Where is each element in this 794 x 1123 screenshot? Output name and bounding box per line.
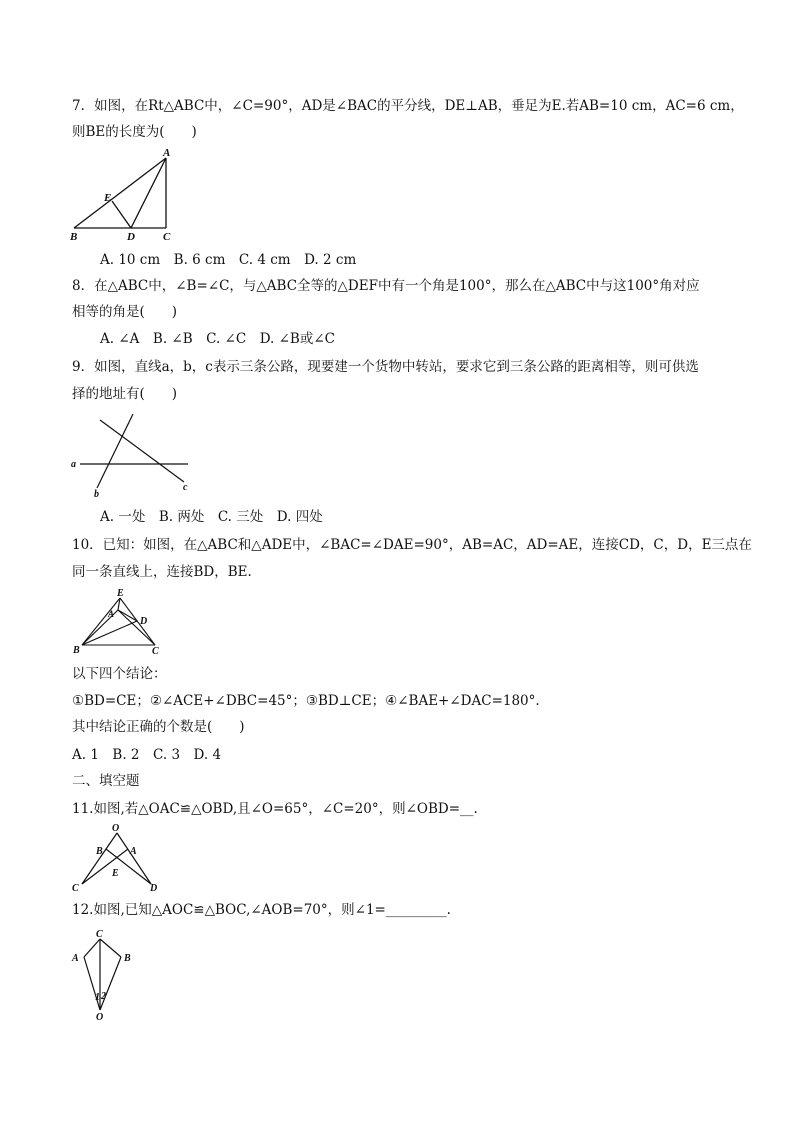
q7-stem-line2: 则BE的长度为( ) <box>72 124 197 140</box>
q12-label-angle-1: 1 <box>95 992 100 1003</box>
q12-label-a: A <box>72 953 79 964</box>
q10-options: A. 1 B. 2 C. 3 D. 4 <box>72 747 222 763</box>
q10-segment-ec <box>120 598 155 645</box>
q9-label-c: c <box>183 482 188 493</box>
q9-options: A. 一处 B. 两处 C. 三处 D. 四处 <box>100 509 323 525</box>
q11-label-o: O <box>112 823 120 834</box>
q10-label-d: D <box>140 616 148 627</box>
q10-stem-line1: 10．已知：如图，在△ABC和△ADE中，∠BAC=∠DAE=90°，AB=AC，AD=AE，连接CD，C，D，E三点在 <box>72 537 752 553</box>
q7-options: A. 10 cm B. 6 cm C. 4 cm D. 2 cm <box>100 252 357 268</box>
q10-stem-line2: 同一条直线上，连接BD，BE. <box>72 564 252 580</box>
q12-label-o: O <box>96 1012 104 1023</box>
q10-label-e: E <box>117 588 124 599</box>
q9-label-b: b <box>94 489 99 500</box>
q10-conclusions: ①BD=CE；②∠ACE+∠DBC=45°；③BD⊥CE；④∠BAE+∠DAC=180°. <box>72 693 540 709</box>
q11-label-d: D <box>150 883 158 894</box>
q7-label-c: C <box>163 231 171 243</box>
q12-segment-bo <box>100 957 121 1010</box>
q8-stem-line1: 8．在△ABC中，∠B=∠C，与△ABC全等的△DEF中有一个角是100°，那么在△ABC中与这100°角对应 <box>72 278 700 294</box>
q12-segment-ca <box>84 939 100 957</box>
q7-label-d: D <box>127 231 135 243</box>
q7-segment-ab <box>74 158 166 228</box>
q10-segment-ba <box>82 610 118 645</box>
q9-stem-line2: 择的地址有( ) <box>72 386 178 402</box>
q11-label-c: C <box>72 883 79 894</box>
q7-segment-de <box>112 201 131 228</box>
q10-question: 其中结论正确的个数是( ) <box>72 719 245 735</box>
q8-stem-line2: 相等的角是( ) <box>72 304 178 320</box>
q12-label-b: B <box>124 953 131 964</box>
q10-label-b: B <box>73 645 80 656</box>
q12-label-angle-2: 2 <box>101 991 106 1002</box>
q10-segment-ac <box>118 610 155 645</box>
q10-intro: 以下四个结论： <box>72 666 167 682</box>
q9-line-b <box>97 414 133 488</box>
q11-label-b: B <box>96 846 103 857</box>
q11-stem: 11.如图,若△OAC≌△OBD,且∠O=65°，∠C=20°，则∠OBD=__. <box>72 801 478 817</box>
q12-segment-ao <box>84 957 100 1010</box>
q11-segment-ac <box>82 849 128 884</box>
q12-stem: 12.如图,已知△AOC≌△BOC,∠AOB=70°，则∠1=_________. <box>72 902 451 918</box>
q12-segment-cb <box>100 939 121 957</box>
q7-label-a: A <box>163 147 171 159</box>
q10-segment-ae <box>118 598 120 610</box>
q9-stem-line1: 9．如图，直线a，b，c表示三条公路，现要建一个货物中转站，要求它到三条公路的距离相等，则可供选 <box>72 359 699 375</box>
q9-line-c <box>100 420 184 482</box>
q12-label-c: C <box>96 929 103 940</box>
q7-label-e: E <box>104 192 112 204</box>
q11-label-a: A <box>130 846 137 857</box>
q10-segment-bd <box>82 621 137 645</box>
q10-label-c: C <box>152 646 159 657</box>
q7-segment-ad <box>131 158 166 228</box>
section-heading-fill-in: 二、填空题 <box>72 773 140 789</box>
q9-label-a: a <box>71 459 76 470</box>
q10-label-a: A <box>108 609 115 619</box>
q8-options: A. ∠A B. ∠B C. ∠C D. ∠B或∠C <box>100 331 335 347</box>
q7-stem-line1: 7．如图，在Rt△ABC中，∠C=90°，AD是∠BAC的平分线，DE⊥AB，垂足为E.若AB=10 cm，AC=6 cm， <box>72 98 744 114</box>
q11-segment-bd <box>106 849 151 884</box>
q7-label-b: B <box>70 231 78 243</box>
q11-segment-oc <box>82 833 117 884</box>
q10-segment-be <box>82 598 120 645</box>
q10-segment-ad <box>118 610 137 621</box>
q11-segment-od <box>117 833 151 884</box>
q11-label-e: E <box>112 868 119 879</box>
